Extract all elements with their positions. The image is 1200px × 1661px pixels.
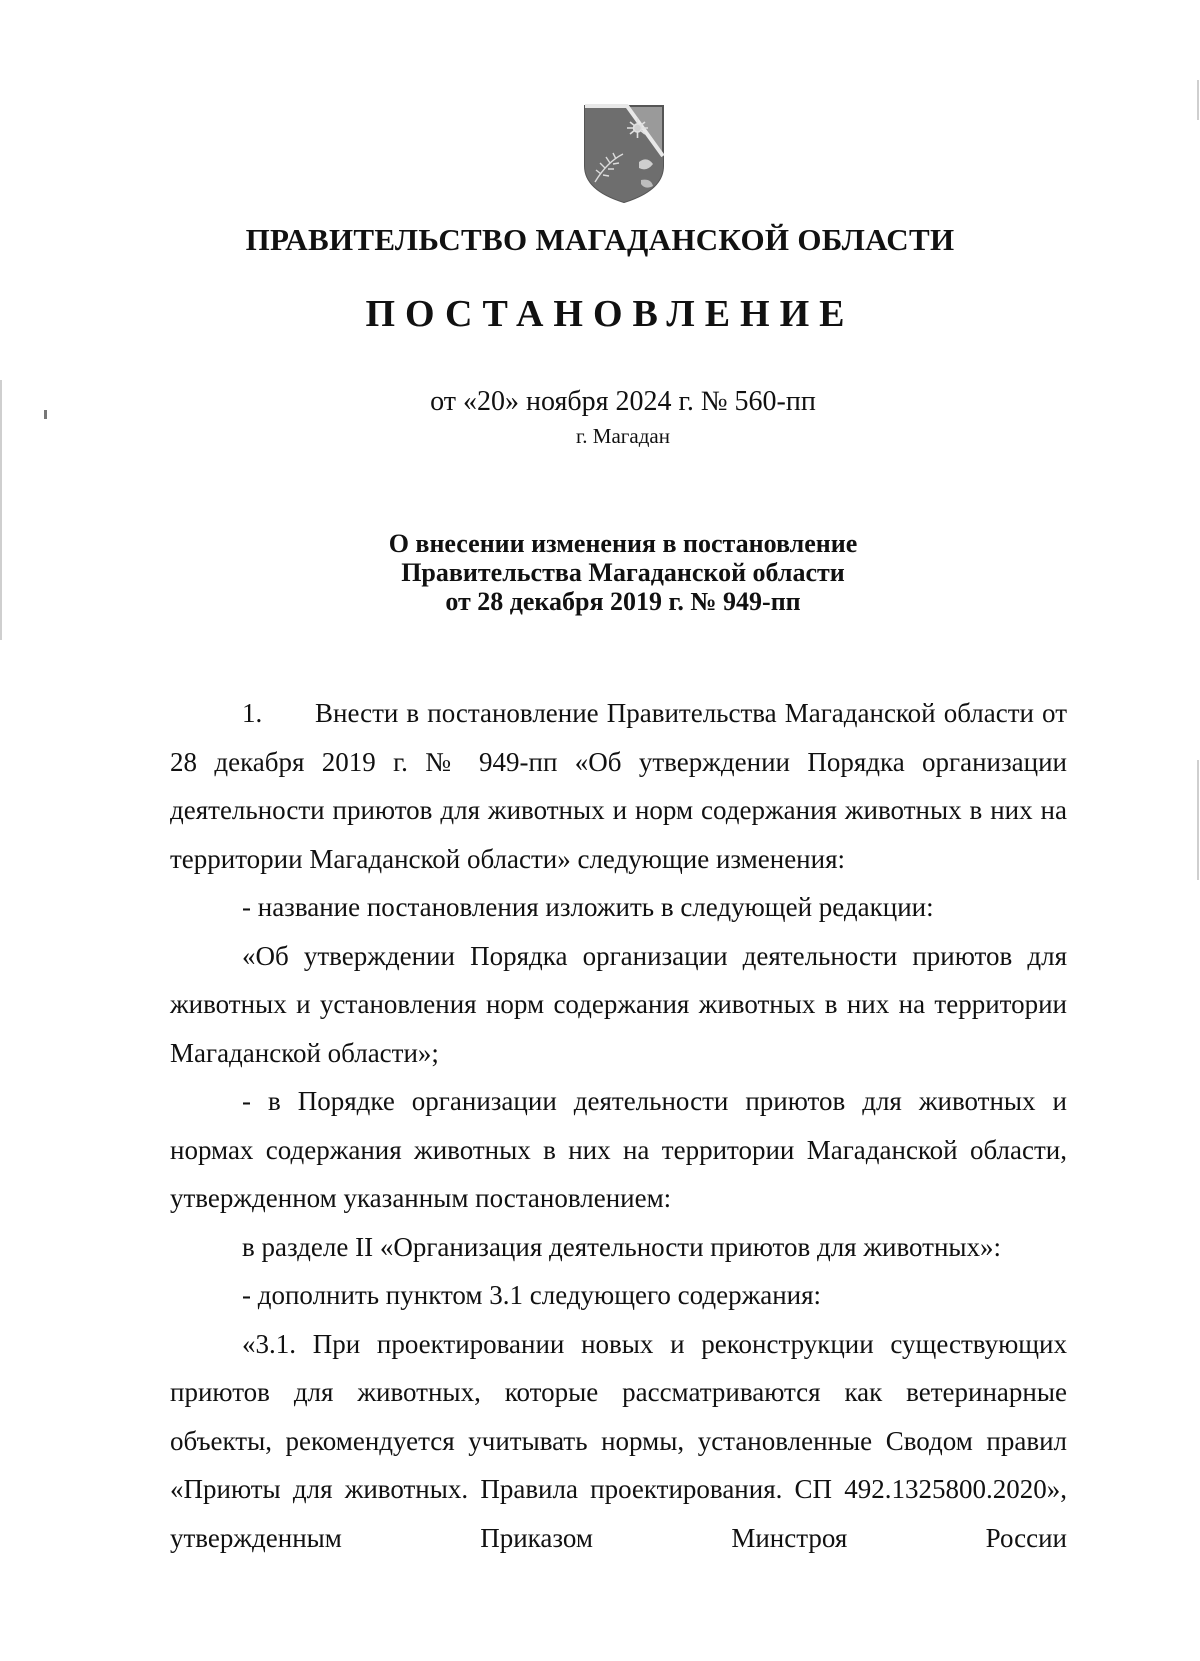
- subject-line-3: от 28 декабря 2019 г. № 949-пп: [445, 587, 801, 616]
- decree-city: г. Магадан: [576, 424, 670, 448]
- body-paragraph-6: - дополнить пунктом 3.1 следующего содержания:: [242, 1280, 822, 1310]
- paragraph-number: 1.: [242, 698, 263, 728]
- document-type-title: ПОСТАНОВЛЕНИЕ: [365, 293, 855, 335]
- paragraph-text: Внести в постановление Правительства Магаданской области от 28 декабря 2019 г. № 949-пп «Об утверждении Порядка организации деятельности приютов для животных и норм содержания животных в них на территории Магаданской области» следующие изменения:: [170, 698, 1067, 874]
- decree-date-number: от «20» ноября 2024 г. № 560-пп: [430, 386, 816, 417]
- organization-title: ПРАВИТЕЛЬСТВО МАГАДАНСКОЙ ОБЛАСТИ: [245, 222, 955, 257]
- body-paragraph-2: - название постановления изложить в следующей редакции:: [242, 892, 934, 922]
- decree-subject: [0, 529, 1200, 616]
- body-paragraph-5: в разделе II «Организация деятельности приютов для животных»:: [242, 1231, 1002, 1262]
- subject-line-2: Правительства Магаданской области: [401, 558, 845, 587]
- subject-line-1: О внесении изменения в постановление: [388, 529, 858, 558]
- body-paragraph-7: «3.1. При проектировании новых и реконструкции существующих приютов для животных, которые рассматриваются как ветеринарные объекты, рекомендуется учитывать нормы, установленные Сводом правил «Приюты для животных. Правила проектирования. СП 492.1325800.2020», утвержденным Приказом Минстроя России: [170, 1328, 1067, 1553]
- scan-edge-mark: [0, 380, 2, 640]
- body-paragraph-1: [170, 689, 1067, 883]
- body-paragraph-4: - в Порядке организации деятельности приютов для животных и нормах содержания животных в них на территории Магаданской области, утвержденном указанным постановлением:: [170, 1086, 1067, 1213]
- coat-of-arms-icon: [583, 104, 665, 204]
- scan-speck: [44, 410, 47, 419]
- body-paragraph-3: «Об утверждении Порядка организации деятельности приютов для животных и установления норм содержания животных в них на территории Магаданской области»;: [170, 940, 1067, 1068]
- scan-edge-mark: [1197, 80, 1199, 120]
- scan-edge-mark: [1197, 760, 1199, 880]
- decree-body: [170, 689, 1067, 1562]
